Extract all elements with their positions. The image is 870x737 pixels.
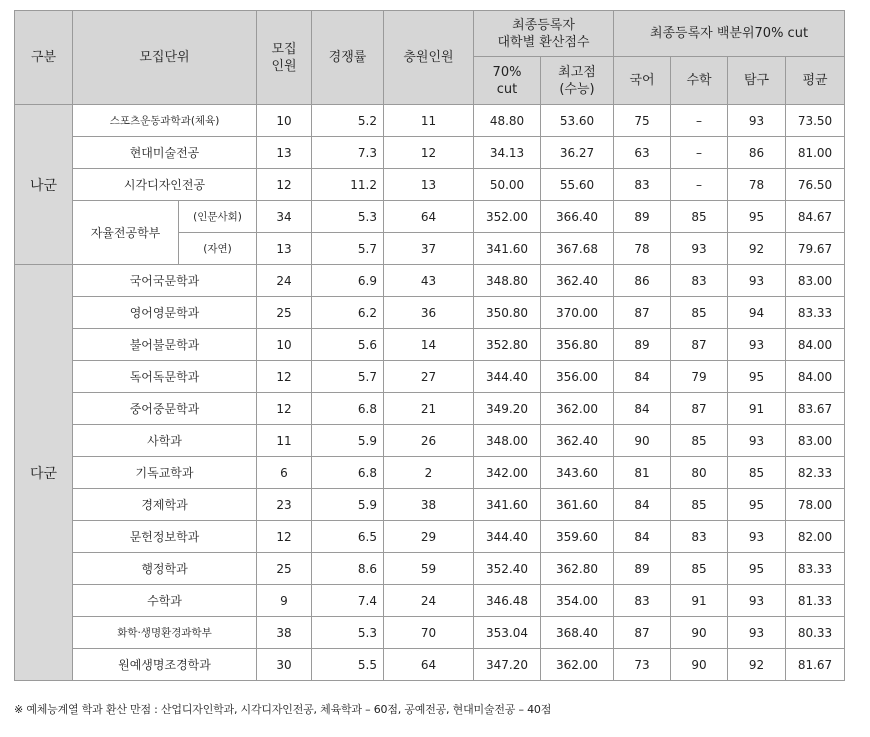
math-cell: 83 <box>671 265 728 297</box>
ratio-cell: 5.2 <box>312 105 384 137</box>
header-pct-group: 최종등록자 백분위70% cut <box>614 11 845 57</box>
math-cell: 91 <box>671 585 728 617</box>
table-row <box>15 585 845 617</box>
korean-cell: 78 <box>614 233 671 265</box>
score-max-cell: 55.60 <box>541 169 614 201</box>
table-row <box>15 265 845 297</box>
unit-name: 자율전공학부 <box>73 201 179 265</box>
avg-cell: 79.67 <box>786 233 845 265</box>
quota-cell: 12 <box>257 361 312 393</box>
score-max-cell: 368.40 <box>541 617 614 649</box>
table-row <box>15 553 845 585</box>
score-max-cell: 362.00 <box>541 393 614 425</box>
table-row <box>15 649 845 681</box>
math-cell: 85 <box>671 489 728 521</box>
waitlist-cell: 36 <box>384 297 474 329</box>
korean-cell: 86 <box>614 265 671 297</box>
score-cut-cell: 352.00 <box>474 201 541 233</box>
header-row-top <box>15 11 845 57</box>
ratio-cell: 5.9 <box>312 425 384 457</box>
header-score-group: 최종등록자 대학별 환산점수 <box>474 11 614 57</box>
math-cell: – <box>671 137 728 169</box>
ratio-cell: 7.3 <box>312 137 384 169</box>
unit-name: 스포츠운동과학과(체육) <box>73 105 257 137</box>
waitlist-cell: 64 <box>384 649 474 681</box>
waitlist-cell: 29 <box>384 521 474 553</box>
quota-cell: 12 <box>257 521 312 553</box>
score-max-cell: 362.40 <box>541 265 614 297</box>
ratio-cell: 5.9 <box>312 489 384 521</box>
ratio-cell: 6.9 <box>312 265 384 297</box>
inquiry-cell: 93 <box>728 585 786 617</box>
inquiry-cell: 95 <box>728 361 786 393</box>
inquiry-cell: 93 <box>728 617 786 649</box>
table-row <box>15 361 845 393</box>
math-cell: 90 <box>671 649 728 681</box>
avg-cell: 84.00 <box>786 361 845 393</box>
korean-cell: 83 <box>614 585 671 617</box>
waitlist-cell: 21 <box>384 393 474 425</box>
inquiry-cell: 93 <box>728 265 786 297</box>
avg-cell: 84.67 <box>786 201 845 233</box>
unit-subtrack: (자연) <box>179 233 257 265</box>
inquiry-cell: 93 <box>728 329 786 361</box>
avg-cell: 83.33 <box>786 297 845 329</box>
score-max-cell: 362.00 <box>541 649 614 681</box>
quota-cell: 12 <box>257 169 312 201</box>
ratio-cell: 6.5 <box>312 521 384 553</box>
korean-cell: 89 <box>614 201 671 233</box>
table-row <box>15 457 845 489</box>
waitlist-cell: 59 <box>384 553 474 585</box>
ratio-cell: 5.7 <box>312 233 384 265</box>
unit-name: 사학과 <box>73 425 257 457</box>
score-max-cell: 367.68 <box>541 233 614 265</box>
score-max-cell: 356.80 <box>541 329 614 361</box>
avg-cell: 80.33 <box>786 617 845 649</box>
quota-cell: 38 <box>257 617 312 649</box>
score-max-cell: 354.00 <box>541 585 614 617</box>
header-unit: 모집단위 <box>73 11 257 105</box>
korean-cell: 84 <box>614 521 671 553</box>
score-cut-cell: 353.04 <box>474 617 541 649</box>
ratio-cell: 6.2 <box>312 297 384 329</box>
korean-cell: 63 <box>614 137 671 169</box>
table-row <box>15 521 845 553</box>
unit-name: 화학·생명환경과학부 <box>73 617 257 649</box>
quota-cell: 30 <box>257 649 312 681</box>
header-math: 수학 <box>671 57 728 105</box>
korean-cell: 83 <box>614 169 671 201</box>
unit-name: 원예생명조경학과 <box>73 649 257 681</box>
unit-name: 현대미술전공 <box>73 137 257 169</box>
score-max-cell: 343.60 <box>541 457 614 489</box>
table-row <box>15 425 845 457</box>
unit-name: 시각디자인전공 <box>73 169 257 201</box>
quota-cell: 11 <box>257 425 312 457</box>
ratio-cell: 5.7 <box>312 361 384 393</box>
waitlist-cell: 43 <box>384 265 474 297</box>
unit-name: 독어독문학과 <box>73 361 257 393</box>
header-gubun: 구분 <box>15 11 73 105</box>
avg-cell: 83.00 <box>786 425 845 457</box>
math-cell: 90 <box>671 617 728 649</box>
ratio-cell: 5.6 <box>312 329 384 361</box>
korean-cell: 84 <box>614 489 671 521</box>
inquiry-cell: 86 <box>728 137 786 169</box>
score-cut-cell: 352.40 <box>474 553 541 585</box>
group-label: 다군 <box>15 265 73 681</box>
unit-name: 경제학과 <box>73 489 257 521</box>
unit-name: 수학과 <box>73 585 257 617</box>
header-korean: 국어 <box>614 57 671 105</box>
waitlist-cell: 38 <box>384 489 474 521</box>
korean-cell: 73 <box>614 649 671 681</box>
inquiry-cell: 93 <box>728 105 786 137</box>
score-cut-cell: 348.00 <box>474 425 541 457</box>
math-cell: 80 <box>671 457 728 489</box>
quota-cell: 13 <box>257 137 312 169</box>
korean-cell: 87 <box>614 617 671 649</box>
header-score-cut: 70% cut <box>474 57 541 105</box>
waitlist-cell: 11 <box>384 105 474 137</box>
score-max-cell: 53.60 <box>541 105 614 137</box>
korean-cell: 89 <box>614 553 671 585</box>
inquiry-cell: 95 <box>728 201 786 233</box>
waitlist-cell: 12 <box>384 137 474 169</box>
score-cut-cell: 34.13 <box>474 137 541 169</box>
unit-name: 불어불문학과 <box>73 329 257 361</box>
math-cell: 85 <box>671 201 728 233</box>
unit-name: 영어영문학과 <box>73 297 257 329</box>
inquiry-cell: 92 <box>728 233 786 265</box>
korean-cell: 75 <box>614 105 671 137</box>
ratio-cell: 11.2 <box>312 169 384 201</box>
inquiry-cell: 94 <box>728 297 786 329</box>
korean-cell: 84 <box>614 393 671 425</box>
korean-cell: 81 <box>614 457 671 489</box>
unit-name: 문헌정보학과 <box>73 521 257 553</box>
quota-cell: 24 <box>257 265 312 297</box>
inquiry-cell: 93 <box>728 425 786 457</box>
inquiry-cell: 95 <box>728 553 786 585</box>
korean-cell: 84 <box>614 361 671 393</box>
ratio-cell: 7.4 <box>312 585 384 617</box>
waitlist-cell: 27 <box>384 361 474 393</box>
table-row <box>15 297 845 329</box>
inquiry-cell: 93 <box>728 521 786 553</box>
waitlist-cell: 26 <box>384 425 474 457</box>
inquiry-cell: 78 <box>728 169 786 201</box>
math-cell: 87 <box>671 329 728 361</box>
avg-cell: 81.00 <box>786 137 845 169</box>
korean-cell: 90 <box>614 425 671 457</box>
score-max-cell: 36.27 <box>541 137 614 169</box>
ratio-cell: 8.6 <box>312 553 384 585</box>
score-max-cell: 366.40 <box>541 201 614 233</box>
header-score-max: 최고점 (수능) <box>541 57 614 105</box>
inquiry-cell: 95 <box>728 489 786 521</box>
avg-cell: 83.67 <box>786 393 845 425</box>
waitlist-cell: 64 <box>384 201 474 233</box>
score-max-cell: 362.40 <box>541 425 614 457</box>
korean-cell: 87 <box>614 297 671 329</box>
score-max-cell: 356.00 <box>541 361 614 393</box>
ratio-cell: 5.5 <box>312 649 384 681</box>
avg-cell: 73.50 <box>786 105 845 137</box>
score-cut-cell: 341.60 <box>474 233 541 265</box>
avg-cell: 84.00 <box>786 329 845 361</box>
table-row <box>15 105 845 137</box>
math-cell: 87 <box>671 393 728 425</box>
score-cut-cell: 346.48 <box>474 585 541 617</box>
quota-cell: 25 <box>257 297 312 329</box>
avg-cell: 82.33 <box>786 457 845 489</box>
waitlist-cell: 24 <box>384 585 474 617</box>
table-row <box>15 329 845 361</box>
inquiry-cell: 85 <box>728 457 786 489</box>
quota-cell: 13 <box>257 233 312 265</box>
score-max-cell: 359.60 <box>541 521 614 553</box>
score-cut-cell: 342.00 <box>474 457 541 489</box>
avg-cell: 83.00 <box>786 265 845 297</box>
quota-cell: 10 <box>257 329 312 361</box>
score-cut-cell: 349.20 <box>474 393 541 425</box>
avg-cell: 78.00 <box>786 489 845 521</box>
score-cut-cell: 350.80 <box>474 297 541 329</box>
header-ratio: 경쟁률 <box>312 11 384 105</box>
math-cell: 79 <box>671 361 728 393</box>
math-cell: 85 <box>671 297 728 329</box>
avg-cell: 81.67 <box>786 649 845 681</box>
admission-results-table <box>14 10 845 681</box>
avg-cell: 76.50 <box>786 169 845 201</box>
quota-cell: 25 <box>257 553 312 585</box>
quota-cell: 10 <box>257 105 312 137</box>
quota-cell: 9 <box>257 585 312 617</box>
table-row <box>15 617 845 649</box>
math-cell: – <box>671 105 728 137</box>
score-cut-cell: 344.40 <box>474 361 541 393</box>
waitlist-cell: 70 <box>384 617 474 649</box>
quota-cell: 6 <box>257 457 312 489</box>
score-max-cell: 362.80 <box>541 553 614 585</box>
score-max-cell: 361.60 <box>541 489 614 521</box>
table-row <box>15 137 845 169</box>
avg-cell: 83.33 <box>786 553 845 585</box>
unit-name: 기독교학과 <box>73 457 257 489</box>
waitlist-cell: 13 <box>384 169 474 201</box>
score-cut-cell: 347.20 <box>474 649 541 681</box>
waitlist-cell: 14 <box>384 329 474 361</box>
korean-cell: 89 <box>614 329 671 361</box>
math-cell: – <box>671 169 728 201</box>
quota-cell: 23 <box>257 489 312 521</box>
unit-name: 중어중문학과 <box>73 393 257 425</box>
header-waitlist: 충원인원 <box>384 11 474 105</box>
math-cell: 85 <box>671 553 728 585</box>
header-avg: 평균 <box>786 57 845 105</box>
header-inquiry: 탐구 <box>728 57 786 105</box>
ratio-cell: 6.8 <box>312 393 384 425</box>
ratio-cell: 6.8 <box>312 457 384 489</box>
ratio-cell: 5.3 <box>312 617 384 649</box>
math-cell: 93 <box>671 233 728 265</box>
table-row <box>15 489 845 521</box>
waitlist-cell: 37 <box>384 233 474 265</box>
unit-subtrack: (인문사회) <box>179 201 257 233</box>
score-cut-cell: 48.80 <box>474 105 541 137</box>
inquiry-cell: 92 <box>728 649 786 681</box>
quota-cell: 34 <box>257 201 312 233</box>
header-quota: 모집 인원 <box>257 11 312 105</box>
score-max-cell: 370.00 <box>541 297 614 329</box>
score-cut-cell: 352.80 <box>474 329 541 361</box>
unit-name: 행정학과 <box>73 553 257 585</box>
unit-name: 국어국문학과 <box>73 265 257 297</box>
ratio-cell: 5.3 <box>312 201 384 233</box>
table-row <box>15 393 845 425</box>
inquiry-cell: 91 <box>728 393 786 425</box>
score-cut-cell: 50.00 <box>474 169 541 201</box>
quota-cell: 12 <box>257 393 312 425</box>
avg-cell: 82.00 <box>786 521 845 553</box>
group-label: 나군 <box>15 105 73 265</box>
table-row <box>15 169 845 201</box>
waitlist-cell: 2 <box>384 457 474 489</box>
math-cell: 85 <box>671 425 728 457</box>
footnote: ※ 예체능계열 학과 환산 만점 : 산업디자인학과, 시각디자인전공, 체육학과 – 60점, 공예전공, 현대미술전공 – 40점 <box>14 703 552 716</box>
math-cell: 83 <box>671 521 728 553</box>
avg-cell: 81.33 <box>786 585 845 617</box>
score-cut-cell: 341.60 <box>474 489 541 521</box>
score-cut-cell: 348.80 <box>474 265 541 297</box>
table-row <box>15 201 845 233</box>
score-cut-cell: 344.40 <box>474 521 541 553</box>
